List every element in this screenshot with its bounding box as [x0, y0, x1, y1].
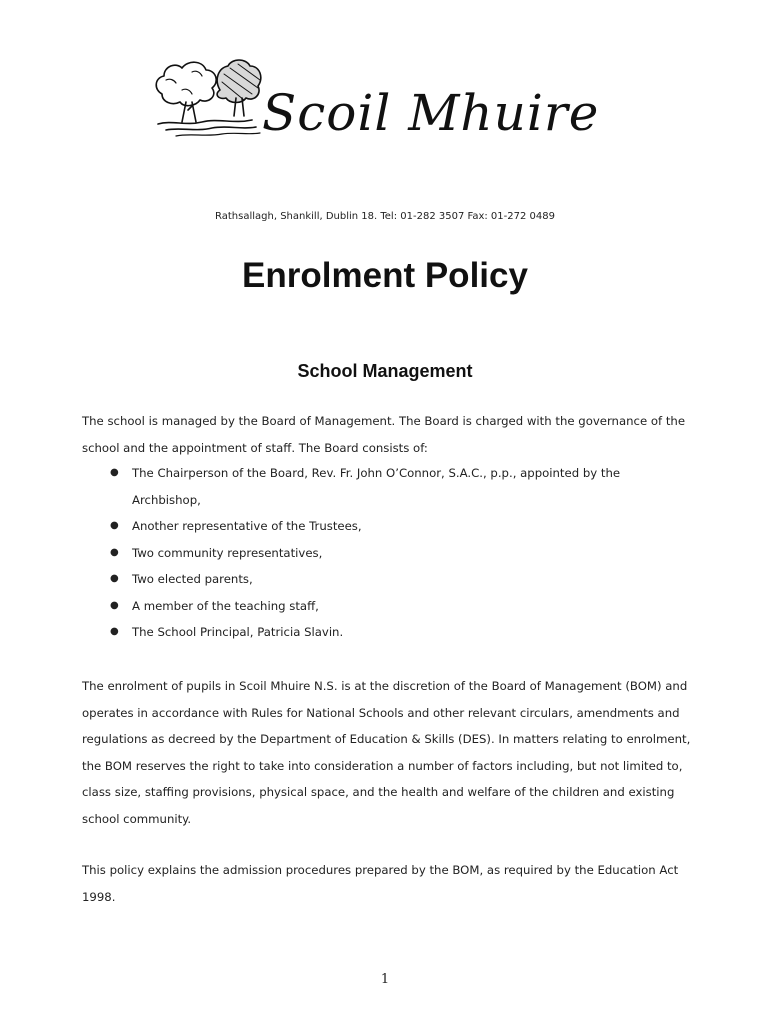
document-title: Enrolment Policy — [242, 256, 528, 295]
list-item — [110, 540, 690, 567]
list-item — [110, 593, 690, 620]
list-item-text: A member of the teaching staff, — [132, 598, 319, 613]
list-item-text: Two elected parents, — [132, 572, 253, 586]
policy-paragraph: This policy explains the admission procedures prepared by the BOM, as required by the Education Act 1998. — [82, 863, 679, 904]
school-logo-trees — [152, 50, 268, 142]
school-name: Scoil Mhuire — [262, 84, 600, 142]
list-item — [110, 566, 690, 593]
bullet-icon: ● — [110, 546, 119, 558]
list-item — [110, 619, 690, 646]
enrolment-paragraph: The enrolment of pupils in Scoil Mhuire N.S. is at the discretion of the Board of Management (BOM) and operates in accordance with Rules for National Schools and other relevant circulars, amendments and regulations as decreed by the Department of Education & Skills (DES). In matters relating to enrolment, the BOM reserves the right to take into consideration a number of factors including, but not limited to, class size, staffing provisions, physical space, and the health and welfare of the children and existing school community. — [82, 679, 691, 826]
list-item — [110, 460, 690, 513]
bullet-icon: ● — [110, 599, 119, 611]
list-item-text: Two community representatives, — [132, 545, 323, 560]
page-number: 1 — [380, 972, 390, 987]
list-item-text: The School Principal, Patricia Slavin. — [132, 625, 344, 639]
list-item-text: Another representative of the Trustees, — [132, 519, 362, 533]
list-item-text: The Chairperson of the Board, Rev. Fr. John O’Connor, S.A.C., p.p., appointed by the Archbishop, — [132, 466, 621, 507]
section-title: School Management — [297, 361, 473, 381]
bullet-icon: ● — [110, 573, 119, 584]
board-members-list — [110, 460, 690, 646]
school-address-line: Rathsallagh, Shankill, Dublin 18. Tel: 01-282 3507 Fax: 01-272 0489 — [215, 211, 555, 222]
intro-paragraph: The school is managed by the Board of Management. The Board is charged with the governance of the school and the appointment of staff. The Board consists of: — [82, 414, 686, 455]
list-item — [110, 513, 690, 540]
bullet-icon: ● — [110, 626, 119, 637]
bullet-icon: ● — [110, 467, 119, 478]
bullet-icon: ● — [110, 520, 119, 531]
